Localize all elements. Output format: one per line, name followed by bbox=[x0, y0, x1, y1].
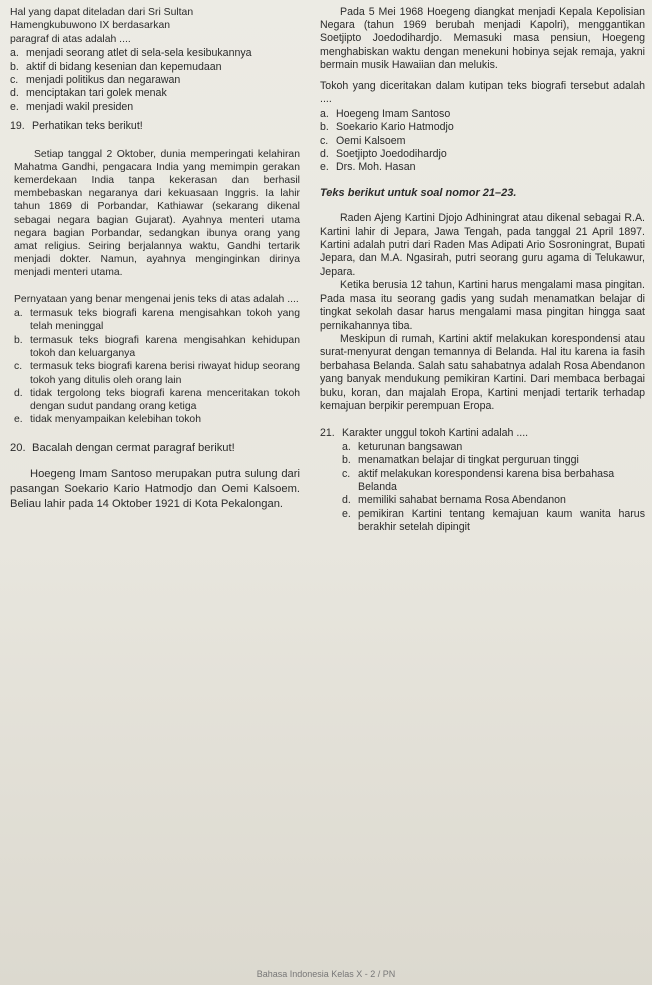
option-key: d. bbox=[320, 148, 329, 161]
passage-paragraph: Meskipun di rumah, Kartini aktif melakukan korespondensi atau surat-menyurat dengan temannya di Belanda. Hal itu karena ia fasih berbahasa Belanda. Salah satu sahabatnya adalah Rosa Abendanon yang banyak mendukung pemikiran Kartini. Dari membaca berbagai buku, koran, dan majalah Eropa, Kartini menjadi tertarik terhadap kemajuan berpikir perempuan Eropa. bbox=[320, 332, 645, 412]
question-stem: Bacalah dengan cermat paragraf berikut! bbox=[32, 441, 235, 454]
option-text: aktif melakukan korespondensi karena bisa berbahasa Belanda bbox=[358, 467, 615, 493]
q20-stem-line bbox=[10, 441, 300, 455]
option-a bbox=[14, 307, 300, 334]
option-b bbox=[10, 61, 300, 74]
option-key: c. bbox=[10, 74, 19, 87]
option-text: Hoegeng Imam Santoso bbox=[336, 107, 451, 120]
q18-options bbox=[10, 47, 300, 114]
q19-passage: Setiap tanggal 2 Oktober, dunia memperingati kelahiran Mahatma Gandhi, pengacara India yang memimpin gerakan kemerdekaan India tanpa kekerasan dan berhasil membebaskan negaranya dari kekuasaan Inggris. Ia lahir tahun 1869 di Porbandar, Kathiawar (sekarang dikenal sebagai negara bagian Gujarat). Ayahnya menteri utama negara bagian Porbandar, sedangkan ibunya orang yang amat religius. Seiring berjalannya waktu, Gandhi tertarik menjadi dokter. Namun, ayahnya menginginkan dirinya menjadi menteri utama. bbox=[14, 148, 300, 279]
passage-paragraph: Raden Ajeng Kartini Djojo Adhiningrat atau dikenal sebagai R.A. Kartini lahir di Jepara, Jawa Tengah, pada tanggal 21 April 1897. Kartini adalah putri dari Raden Mas Adipati Ario Sosroningrat, Bupati Jepara, dan M.A. Ngasirah, putri seorang guru agama di Telukawur, Jepara. bbox=[320, 212, 645, 278]
option-d bbox=[342, 494, 645, 507]
option-key: d. bbox=[342, 494, 351, 507]
question-19 bbox=[10, 120, 300, 427]
q20-passage: Hoegeng Imam Santoso merupakan putra sulung dari pasangan Soekario Kario Hatmodjo dan Oemi Kalsoem. Beliau lahir pada 14 Oktober 1921 di Kota Pekalongan. bbox=[10, 467, 300, 511]
option-key: a. bbox=[320, 107, 329, 120]
option-key: b. bbox=[10, 60, 19, 73]
option-key: c. bbox=[320, 134, 329, 147]
q18-tail-line: paragraf di atas adalah .... bbox=[10, 33, 131, 45]
option-key: b. bbox=[14, 334, 23, 346]
option-e bbox=[14, 413, 300, 426]
option-text: menciptakan tari golek menak bbox=[26, 87, 167, 100]
option-text: Soetjipto Joedodihardjo bbox=[336, 148, 447, 161]
option-e bbox=[320, 161, 645, 174]
option-key: a. bbox=[14, 308, 23, 320]
option-text: Oemi Kalsoem bbox=[336, 134, 406, 147]
option-key: c. bbox=[342, 467, 351, 480]
option-d bbox=[10, 87, 300, 100]
option-a bbox=[342, 441, 645, 454]
q18-tail bbox=[10, 6, 300, 46]
option-a bbox=[10, 47, 300, 60]
option-key: b. bbox=[320, 121, 329, 134]
q19-options bbox=[14, 307, 300, 427]
q21-stem-line bbox=[320, 427, 645, 440]
option-text: pemikiran Kartini tentang kemajuan kaum wanita harus berakhir setelah dipingit bbox=[358, 507, 645, 534]
option-key: d. bbox=[14, 387, 23, 399]
question-stem: Perhatikan teks berikut! bbox=[32, 120, 143, 133]
option-c bbox=[10, 74, 300, 87]
option-key: d. bbox=[10, 87, 19, 100]
q20-options bbox=[320, 108, 645, 175]
option-e bbox=[342, 508, 645, 535]
question-number: 20. bbox=[10, 441, 26, 454]
question-21 bbox=[320, 427, 645, 534]
option-text: memiliki sahabat bernama Rosa Abendanon bbox=[358, 494, 566, 507]
q19-question: Pernyataan yang benar mengenai jenis teks di atas adalah .... bbox=[14, 293, 299, 305]
option-c bbox=[14, 360, 300, 387]
option-text: Soekario Kario Hatmodjo bbox=[336, 121, 454, 134]
option-text: menjadi politikus dan negarawan bbox=[26, 74, 181, 87]
option-a bbox=[320, 108, 645, 121]
option-text: tidak tergolong teks biografi karena menceritakan tokoh dengan sudut pandang orang ketiga bbox=[30, 387, 300, 413]
q18-tail-line: Hal yang dapat diteladan dari Sri Sultan bbox=[10, 7, 194, 18]
q20-passage-cont: Pada 5 Mei 1968 Hoegeng diangkat menjadi Kepala Kepolisian Negara (tahun 1969 berubah menjadi Kapolri), menggantikan Soetjipto Joedodihardjo. Memasuki masa pensiun, Hoegeng menghabiskan waktu dengan menekuni hobinya sejak remaja, yakni bermain musik Hawaiian dan melukis. bbox=[320, 6, 645, 71]
option-e bbox=[10, 101, 300, 114]
option-key: e. bbox=[14, 414, 23, 426]
option-key: a. bbox=[342, 440, 351, 453]
question-number: 19. bbox=[10, 120, 25, 133]
question-20 bbox=[10, 441, 300, 513]
kartini-passage bbox=[320, 212, 645, 413]
q18-tail-line: Hamengkubuwono IX berdasarkan bbox=[10, 20, 170, 32]
option-b bbox=[320, 121, 645, 134]
option-key: a. bbox=[10, 47, 19, 60]
question-stem: Karakter unggul tokoh Kartini adalah .... bbox=[342, 427, 529, 440]
option-text: menjadi seorang atlet di sela-sela kesibukannya bbox=[26, 47, 252, 60]
option-c bbox=[342, 468, 645, 495]
left-column bbox=[10, 6, 300, 512]
option-d bbox=[14, 387, 300, 414]
option-text: menamatkan belajar di tingkat perguruan tinggi bbox=[358, 454, 579, 467]
option-d bbox=[320, 148, 645, 161]
option-text: termasuk teks biografi karena mengisahkan tokoh yang telah meninggal bbox=[30, 308, 300, 333]
question-number: 21. bbox=[320, 427, 335, 440]
option-key: c. bbox=[14, 361, 23, 373]
option-text: Drs. Moh. Hasan bbox=[336, 161, 416, 174]
right-column bbox=[320, 6, 645, 535]
q20-question: Tokoh yang diceritakan dalam kutipan teks biografi tersebut adalah .... bbox=[320, 80, 645, 106]
option-text: aktif di bidang kesenian dan kepemudaan bbox=[26, 60, 222, 73]
option-key: b. bbox=[342, 454, 351, 467]
option-b bbox=[342, 454, 645, 467]
page-footer: Bahasa Indonesia Kelas X - 2 / PN bbox=[256, 969, 396, 979]
option-key: e. bbox=[320, 161, 329, 174]
option-text: termasuk teks biografi karena mengisahkan kehidupan tokoh dan keluarganya bbox=[30, 334, 300, 359]
q21-options bbox=[342, 441, 645, 535]
option-text: menjadi wakil presiden bbox=[26, 100, 134, 113]
option-text: keturunan bangsawan bbox=[358, 440, 463, 453]
option-b bbox=[14, 334, 300, 361]
q19-stem-line bbox=[10, 120, 300, 133]
section-heading: Teks berikut untuk soal nomor 21–23. bbox=[320, 186, 517, 199]
option-c bbox=[320, 135, 645, 148]
option-key: e. bbox=[342, 507, 351, 520]
passage-paragraph: Ketika berusia 12 tahun, Kartini harus mengalami masa pingitan. Pada masa itu seorang gadis yang sudah menamatkan belajar di tingkat sekolah dasar harus mengalami masa pingitan hingga saat pernikahannya tiba. bbox=[320, 279, 645, 332]
option-text: termasuk teks biografi karena berisi riwayat hidup seorang tokoh yang ditulis oleh orang lain bbox=[30, 361, 300, 386]
option-text: tidak menyampaikan kelebihan tokoh bbox=[30, 414, 201, 426]
option-key: e. bbox=[10, 100, 19, 113]
